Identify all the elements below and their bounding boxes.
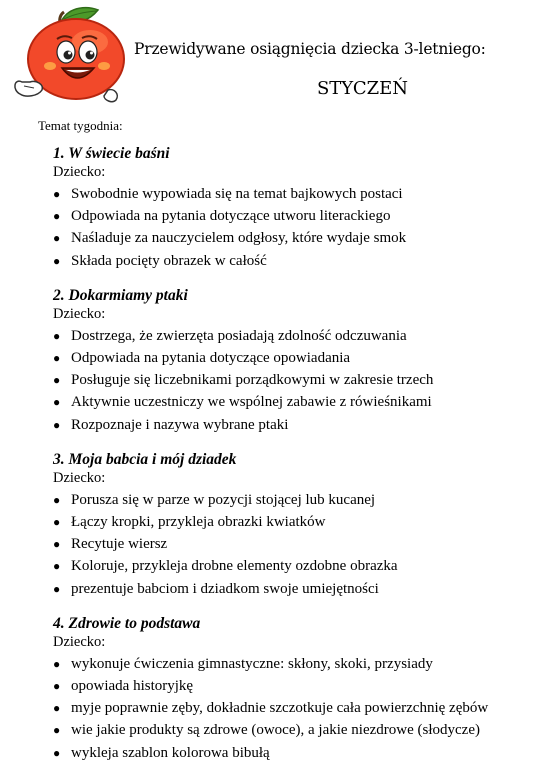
bullet-icon: ● (53, 745, 61, 760)
child-label: Dziecko: (53, 164, 106, 180)
section-title: 1. W świecie baśni (53, 145, 170, 162)
achievement-list (0, 325, 549, 436)
child-label: Dziecko: (53, 305, 106, 322)
list-item: ● opowiada historyjkę (0, 675, 549, 697)
section-title: 2. Dokarmiamy ptaki (53, 286, 188, 304)
bullet-icon: ● (53, 231, 61, 246)
bullet-icon: ● (53, 209, 61, 224)
bullet-icon: ● (53, 187, 61, 201)
list-item: ● Koloruje, przykleja drobne elementy ozdobne obrazka (0, 555, 549, 577)
section-3 (0, 449, 549, 600)
list-item: ● Składa pocięty obrazek w całość (0, 250, 549, 272)
list-item: ● Swobodnie wypowiada się na temat bajkowych postaci (0, 183, 549, 205)
bullet-icon: ● (53, 679, 61, 694)
list-item: ● Recytuje wiersz (0, 533, 549, 555)
bullet-icon: ● (53, 328, 61, 343)
list-item: ● Posługuje się liczebnikami porządkowymi w zakresie trzech (0, 369, 549, 391)
bullet-icon: ● (53, 701, 61, 716)
list-item: ● Porusza się w parze w pozycji stojącej lub kucanej (0, 489, 549, 511)
bullet-icon: ● (53, 515, 61, 530)
bullet-icon: ● (53, 723, 61, 738)
bullet-icon: ● (53, 395, 61, 410)
list-item: ● wie jakie produkty są zdrowe (owoce), a jakie niezdrowe (słodycze) (0, 719, 549, 741)
child-label: Dziecko: (53, 469, 106, 486)
bullet-icon: ● (53, 492, 61, 507)
bullet-icon: ● (53, 417, 61, 432)
list-item: ● Odpowiada na pytania dotyczące utworu literackiego (0, 205, 549, 227)
achievement-list (0, 489, 549, 600)
bullet-icon: ● (53, 537, 61, 552)
section-title: 3. Moja babcia i mój dziadek (53, 450, 237, 468)
list-item: ● Odpowiada na pytania dotyczące opowiadania (0, 347, 549, 369)
list-item: ● Naśladuje za nauczycielem odgłosy, które wydaje smok (0, 227, 549, 249)
list-item: ● Aktywnie uczestniczy we wspólnej zabawie z rówieśnikami (0, 391, 549, 413)
page-title: Przewidywane osiągnięcia dziecka 3-letniego: (134, 40, 486, 58)
section-4 (0, 613, 549, 764)
list-item: ● myje poprawnie zęby, dokładnie szczotkuje cała powierzchnię zębów (0, 697, 549, 719)
list-item: ● wykleja szablon kolorowa bibułą (0, 742, 549, 764)
section-2 (0, 285, 549, 436)
list-item: ● wykonuje ćwiczenia gimnastyczne: skłony, skoki, przysiady (0, 653, 549, 675)
bullet-icon: ● (53, 373, 61, 388)
week-topic-label: Temat tygodnia: (38, 118, 123, 133)
bullet-icon: ● (53, 559, 61, 574)
section-1 (0, 143, 549, 272)
child-label: Dziecko: (53, 633, 106, 650)
bullet-icon: ● (53, 581, 61, 596)
list-item: ● Rozpoznaje i nazywa wybrane ptaki (0, 414, 549, 436)
bullet-icon: ● (53, 253, 61, 268)
achievement-list (0, 653, 549, 764)
list-item: ● Dostrzega, że zwierzęta posiadają zdolność odczuwania (0, 325, 549, 347)
list-item: ● prezentuje babciom i dziadkom swoje umiejętności (0, 578, 549, 600)
list-item: ● Łączy kropki, przykleja obrazki kwiatków (0, 511, 549, 533)
achievement-list (0, 183, 549, 272)
section-title: 4. Zdrowie to podstawa (53, 614, 201, 632)
bullet-icon: ● (53, 351, 61, 366)
sections-container (0, 143, 549, 777)
bullet-icon: ● (53, 656, 61, 671)
month-heading: STYCZEŃ (316, 78, 409, 99)
